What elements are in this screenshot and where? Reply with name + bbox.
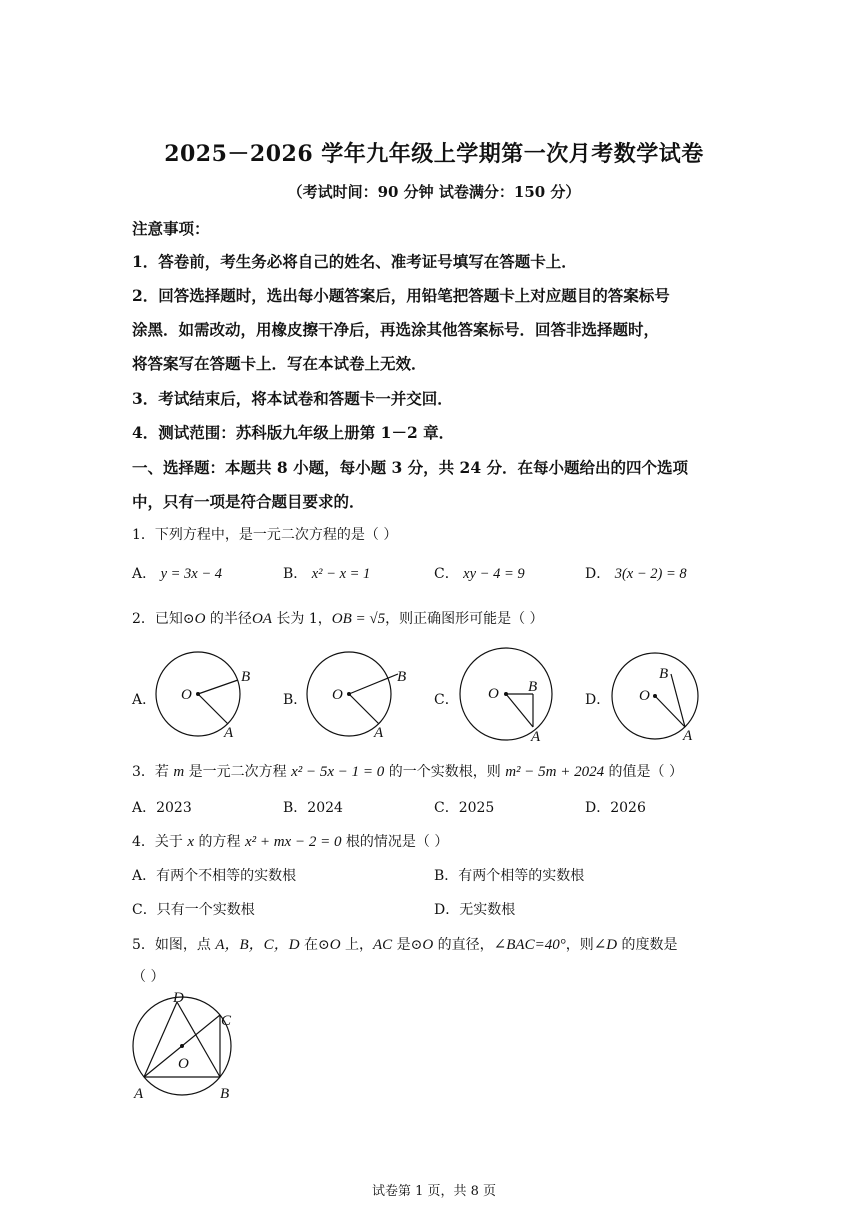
segment-ob bbox=[198, 680, 238, 694]
q3-option-d: D．2026 bbox=[585, 800, 646, 816]
notice-item-2-cont: 涂黑．如需改动，用橡皮擦干净后，再选涂其他答案标号．回答非选择题时， bbox=[132, 320, 660, 339]
q1-option-a bbox=[132, 563, 222, 583]
q3-option-a: A．2023 bbox=[132, 800, 192, 816]
section-heading: 一、选择题：本题共 8 小题，每小题 3 分，共 24 分．在每小题给出的四个选项 bbox=[132, 458, 689, 477]
q2-text: 的半径 bbox=[205, 611, 252, 627]
q4-text: 根的情况是（ ） bbox=[341, 834, 449, 850]
q3-math: m² − 5m + 2024 bbox=[505, 764, 605, 780]
q4-option-b: B．有两个相等的实数根 bbox=[434, 868, 585, 884]
notice-item-2-end: 将答案写在答题卡上．写在本试卷上无效． bbox=[132, 354, 427, 373]
label-a: A bbox=[224, 725, 234, 741]
q3-text: 是一元二次方程 bbox=[184, 764, 292, 780]
notice-item-4: 4．测试范围：苏科版九年级上册第 1－2 章． bbox=[132, 423, 455, 442]
q5-math: O bbox=[422, 937, 434, 953]
q2-math: OA bbox=[251, 611, 272, 627]
question-5-paren: （ ） bbox=[132, 969, 165, 985]
q3-math: m bbox=[173, 764, 185, 780]
q5-math: AC bbox=[373, 937, 393, 953]
section-heading-cont: 中，只有一项是符合题目要求的． bbox=[132, 492, 365, 511]
q4-text: 4．关于 bbox=[132, 834, 188, 850]
option-label: A． bbox=[132, 566, 157, 582]
label-b: B bbox=[220, 1086, 230, 1102]
q5-math: A，B，C，D bbox=[215, 937, 300, 953]
q2-option-d-label: D． bbox=[585, 692, 611, 708]
question-2-stem bbox=[132, 608, 544, 628]
q1-option-d bbox=[585, 563, 687, 583]
q5-text: ，则 bbox=[565, 937, 594, 953]
label-o: O bbox=[488, 686, 499, 702]
page-footer: 试卷第 1 页，共 8 页 bbox=[371, 1184, 497, 1199]
label-o: O bbox=[332, 687, 343, 703]
label-b: B bbox=[397, 669, 407, 685]
label-o: O bbox=[178, 1056, 189, 1072]
q2-math: OB bbox=[331, 611, 352, 627]
q4-math: x bbox=[187, 834, 195, 850]
q2-text: 2．已知⊙ bbox=[132, 611, 195, 627]
q2-option-a-label: A． bbox=[132, 692, 157, 708]
notice-item-2: 2．回答选择题时，选出每小题答案后，用铅笔把答题卡上对应题目的答案标号 bbox=[132, 286, 670, 305]
option-math: xy − 4 = 9 bbox=[463, 566, 525, 582]
label-c: C bbox=[221, 1013, 232, 1029]
option-math: 3(x − 2) = 8 bbox=[614, 566, 687, 582]
q5-text: 是⊙ bbox=[392, 937, 423, 953]
q1-option-c bbox=[434, 563, 525, 583]
q2-figure-d bbox=[604, 645, 714, 745]
option-math: x² − x = 1 bbox=[311, 566, 371, 582]
q4-text: 的方程 bbox=[194, 834, 245, 850]
option-label: D． bbox=[585, 566, 611, 582]
segment-ad bbox=[144, 1002, 177, 1077]
q5-figure bbox=[125, 990, 245, 1102]
label-b: B bbox=[528, 679, 538, 695]
question-3-stem bbox=[132, 761, 683, 781]
segment-oa bbox=[198, 694, 228, 724]
q2-text: ，则正确图形可能是（ ） bbox=[385, 611, 544, 627]
label-b: B bbox=[659, 666, 669, 682]
q2-figure-c bbox=[452, 645, 562, 745]
q2-option-c-label: C． bbox=[434, 692, 459, 708]
label-o: O bbox=[639, 688, 650, 704]
q3-option-c: C．2025 bbox=[434, 800, 495, 816]
q5-math: O bbox=[329, 937, 341, 953]
notice-item-1: 1．答卷前，考生务必将自己的姓名、准考证号填写在答题卡上． bbox=[132, 252, 577, 271]
q1-option-b bbox=[283, 563, 370, 583]
option-label: C． bbox=[434, 566, 459, 582]
q4-option-c: C．只有一个实数根 bbox=[132, 902, 255, 918]
segment-oa bbox=[506, 694, 533, 727]
q5-text: 的直径， bbox=[433, 937, 494, 953]
question-1-stem: 1．下列方程中，是一元二次方程的是（ ） bbox=[132, 527, 398, 543]
q3-text: 3．若 bbox=[132, 764, 174, 780]
q2-math: O bbox=[194, 611, 206, 627]
q3-math: x² − 5x − 1 = 0 bbox=[291, 764, 385, 780]
q5-math: ∠BAC=40° bbox=[493, 937, 566, 953]
label-a: A bbox=[134, 1086, 144, 1102]
q2-figure-b bbox=[300, 645, 420, 745]
question-4-stem bbox=[132, 831, 448, 851]
q4-option-a: A．有两个不相等的实数根 bbox=[132, 868, 297, 884]
exam-subtitle: （考试时间：90 分钟 试卷满分：150 分） bbox=[287, 183, 581, 201]
label-d: D bbox=[173, 990, 184, 1006]
question-5-stem bbox=[132, 933, 678, 954]
q2-text: 长为 1， bbox=[271, 611, 332, 627]
q5-text: 5．如图，点 bbox=[132, 937, 216, 953]
q4-math: x² + mx − 2 = 0 bbox=[244, 834, 342, 850]
segment-oa bbox=[349, 694, 379, 724]
q4-option-d: D．无实数根 bbox=[434, 902, 516, 918]
q5-text: 在⊙ bbox=[299, 937, 330, 953]
q3-text: 的一个实数根，则 bbox=[384, 764, 506, 780]
label-a: A bbox=[374, 725, 384, 741]
notice-heading: 注意事项： bbox=[132, 219, 210, 238]
q5-text: 的度数是 bbox=[617, 937, 678, 953]
q2-option-b-label: B． bbox=[283, 692, 308, 708]
option-math: y = 3x − 4 bbox=[160, 566, 223, 582]
label-a: A bbox=[531, 729, 541, 745]
exam-title: 2025－2026 学年九年级上学期第一次月考数学试卷 bbox=[164, 141, 704, 167]
q5-text: 上， bbox=[340, 937, 374, 953]
q5-math: ∠D bbox=[593, 937, 618, 953]
option-label: B． bbox=[283, 566, 308, 582]
label-a: A bbox=[683, 728, 693, 744]
label-b: B bbox=[241, 669, 251, 685]
label-o: O bbox=[181, 687, 192, 703]
q2-figure-a bbox=[150, 645, 260, 745]
q3-text: 的值是（ ） bbox=[604, 764, 684, 780]
q2-math: = √5 bbox=[351, 611, 386, 627]
notice-item-3: 3．考试结束后，将本试卷和答题卡一并交回． bbox=[132, 389, 453, 408]
q3-option-b: B．2024 bbox=[283, 800, 343, 816]
